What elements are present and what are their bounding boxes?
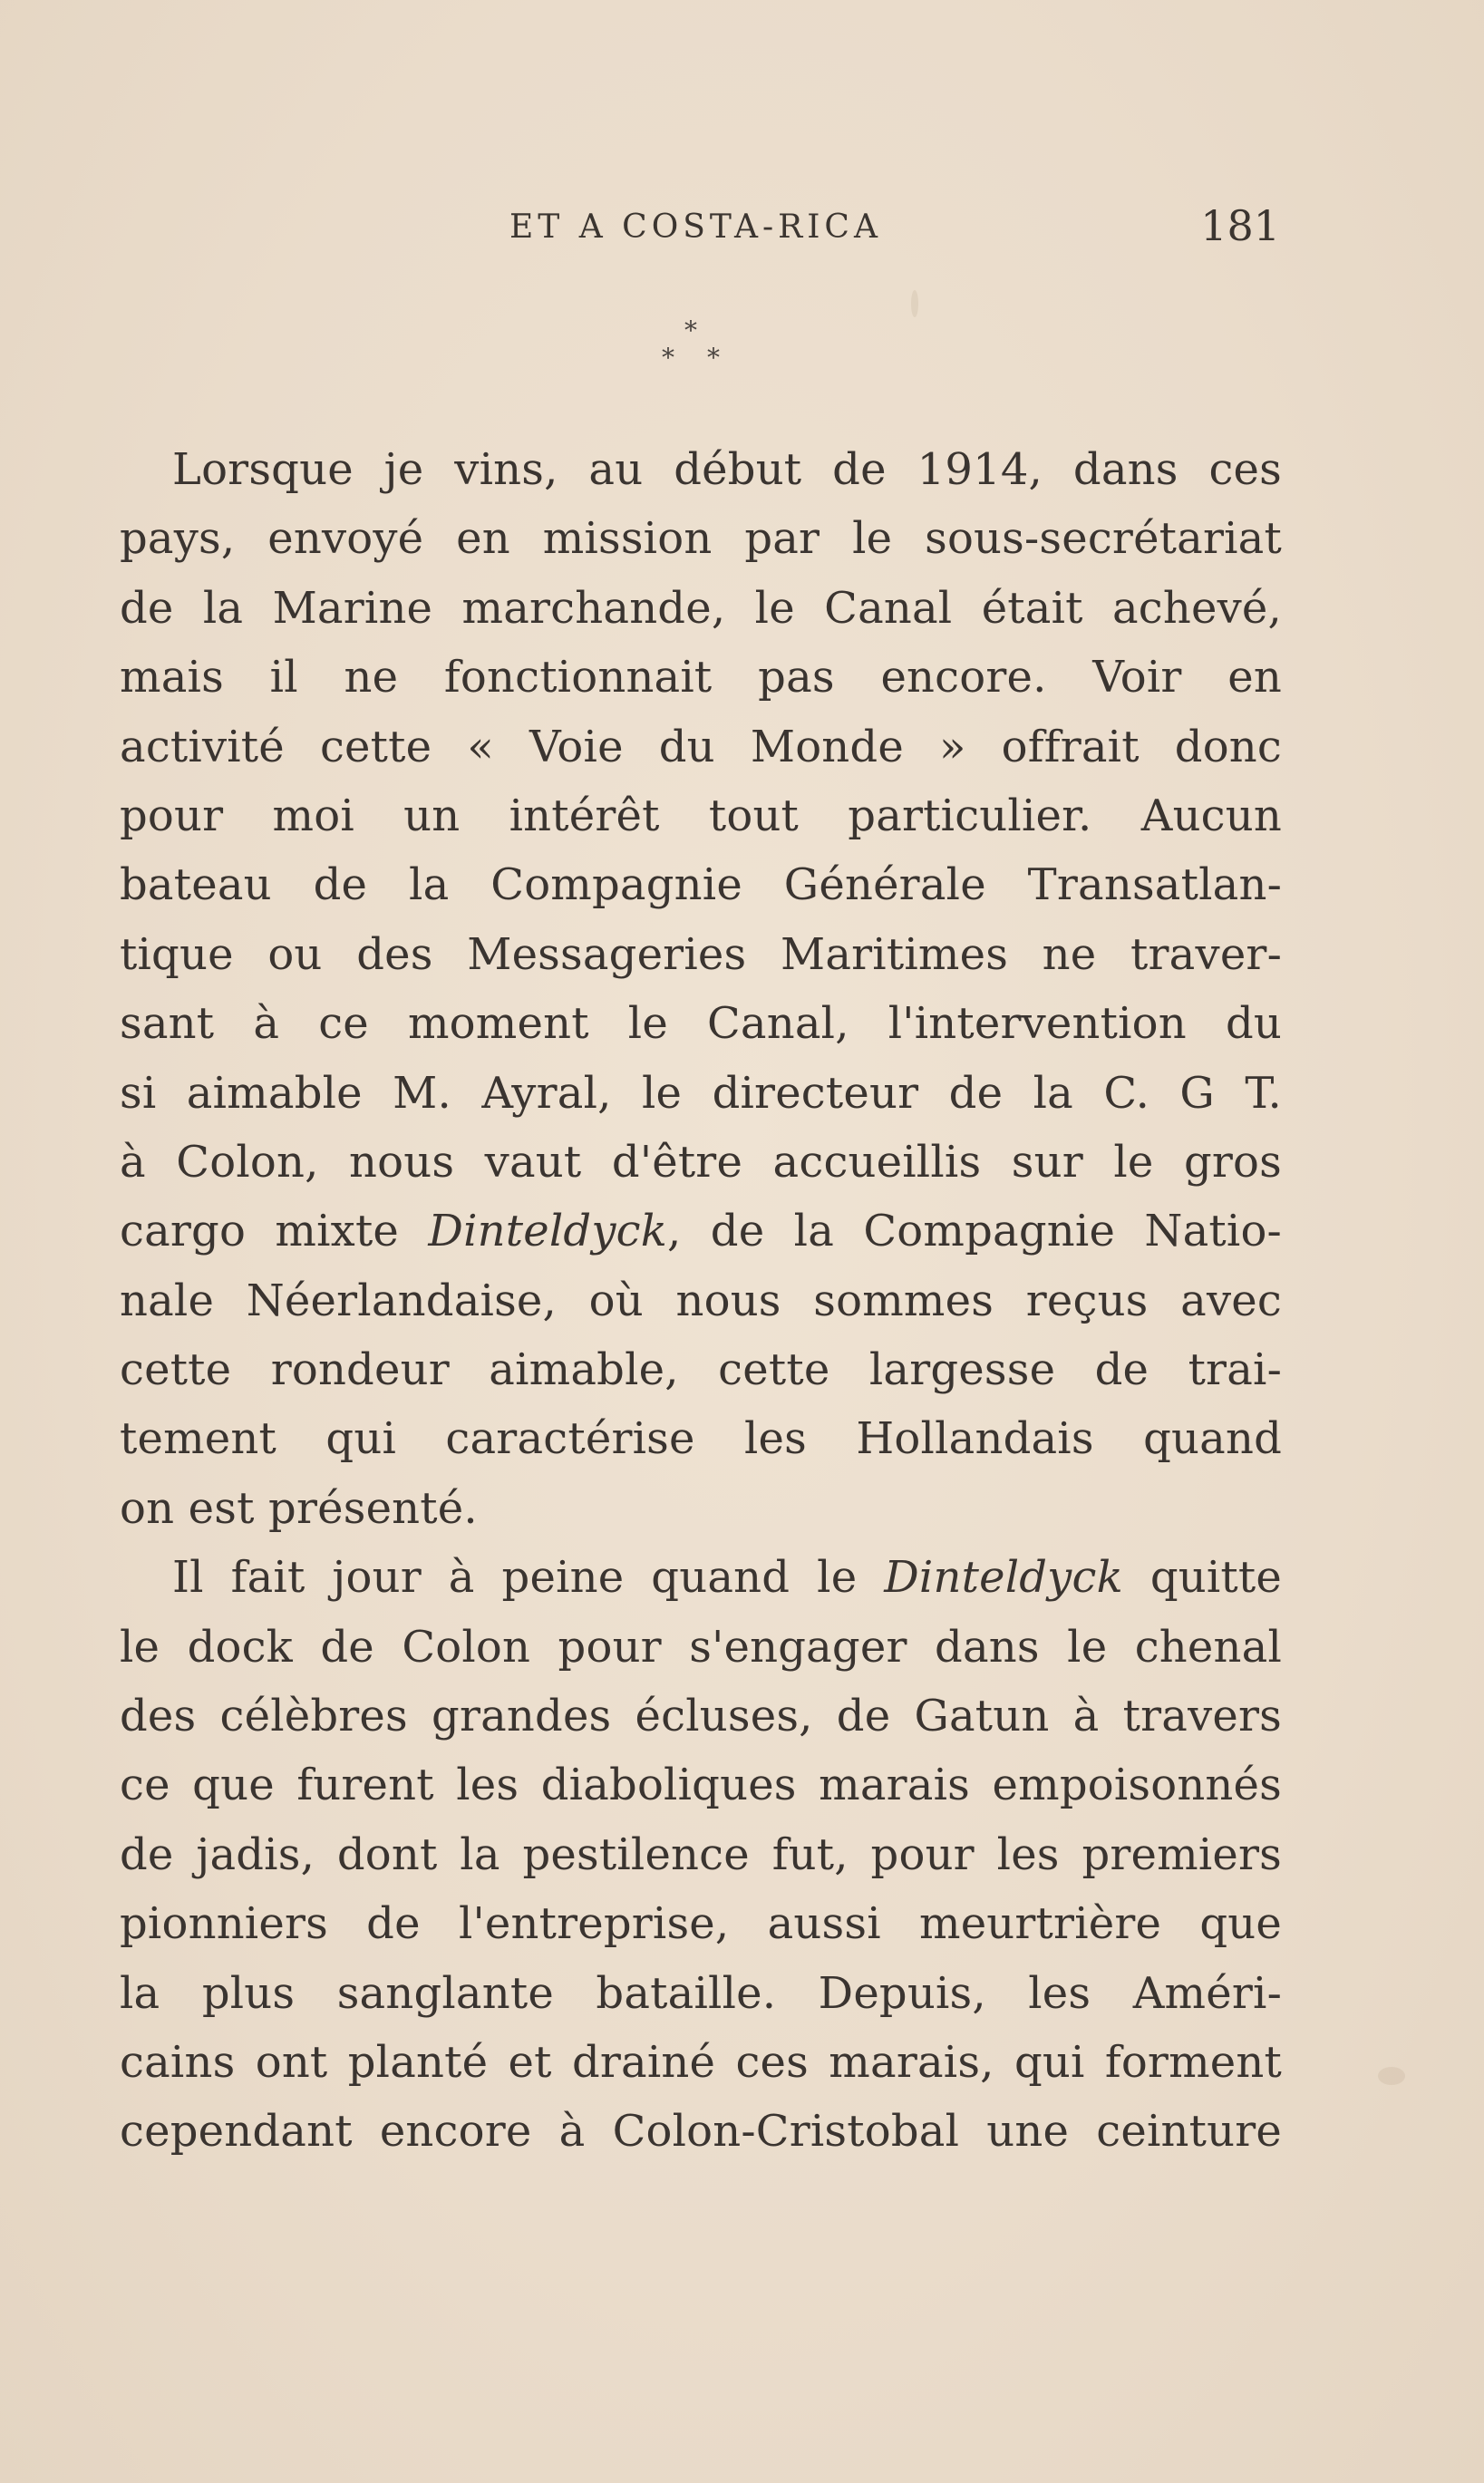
text-line: bateau de la Compagnie Générale Transatlan-: [120, 859, 1282, 911]
asterisk-glyph: *: [707, 343, 720, 373]
text-line: pour moi un intérêt tout particulier. Aucun: [120, 790, 1282, 841]
text-segment: , de la Compagnie Natio-: [667, 1206, 1282, 1257]
asterism-ornament: [653, 315, 734, 379]
text-line: nale Néerlandaise, où nous sommes reçus avec: [120, 1275, 1282, 1326]
body-text: [120, 435, 1282, 2167]
text-line: on est présenté.: [120, 1482, 478, 1534]
ship-name-italic: Dinteldyck: [884, 1552, 1123, 1604]
text-line: cains ont planté et drainé ces marais, qui forment: [120, 2036, 1282, 2088]
text-line: tement qui caractérise les Hollandais quand: [120, 1413, 1282, 1465]
paragraph: [120, 1543, 1282, 2167]
text-line: [120, 1197, 1282, 1266]
text-line: pays, envoyé en mission par le sous-secrétariat: [120, 513, 1282, 565]
text-line: cependant encore à Colon-Cristobal une ceinture: [120, 2106, 1282, 2158]
text-line: tique ou des Messageries Maritimes ne traver-: [120, 928, 1282, 980]
text-line: de la Marine marchande, le Canal était achevé,: [120, 582, 1282, 634]
paper-stain: [911, 290, 918, 317]
text-segment: quitte: [1149, 1552, 1282, 1604]
paragraph: [120, 435, 1282, 1543]
text-line: de jadis, dont la pestilence fut, pour les premiers: [120, 1828, 1282, 1880]
running-head: ET A COSTA-RICA: [509, 209, 882, 246]
asterisk-glyph: *: [662, 343, 674, 373]
text-line: la plus sanglante bataille. Depuis, les Améri-: [120, 1967, 1282, 2019]
text-line: [120, 1543, 1282, 1612]
text-line: le dock de Colon pour s'engager dans le chenal: [120, 1621, 1282, 1673]
ship-name-italic: Dinteldyck: [428, 1206, 667, 1257]
text-segment: cargo mixte: [120, 1206, 400, 1257]
asterisk-glyph: *: [684, 315, 697, 345]
text-line: cette rondeur aimable, cette largesse de trai-: [120, 1344, 1282, 1396]
text-line: sant à ce moment le Canal, l'intervention du: [120, 998, 1282, 1050]
text-segment: Il fait jour à peine quand le: [172, 1552, 858, 1604]
page-header: [120, 201, 1280, 256]
text-line: pionniers de l'entreprise, aussi meurtrière que: [120, 1898, 1282, 1950]
text-line: activité cette « Voie du Monde » offrait donc: [120, 721, 1282, 772]
text-line: mais il ne fonctionnait pas encore. Voir en: [120, 652, 1282, 703]
text-line: des célèbres grandes écluses, de Gatun à travers: [120, 1691, 1282, 1742]
text-line: Lorsque je vins, au début de 1914, dans ces: [172, 444, 1282, 495]
text-line: à Colon, nous vaut d'être accueillis sur le gros: [120, 1136, 1282, 1188]
page-number: 181: [1200, 201, 1280, 250]
text-line: ce que furent les diaboliques marais empoisonnés: [120, 1760, 1282, 1811]
text-line: si aimable M. Ayral, le directeur de la C. G T.: [120, 1067, 1282, 1119]
paper-stain: [1378, 2067, 1405, 2085]
